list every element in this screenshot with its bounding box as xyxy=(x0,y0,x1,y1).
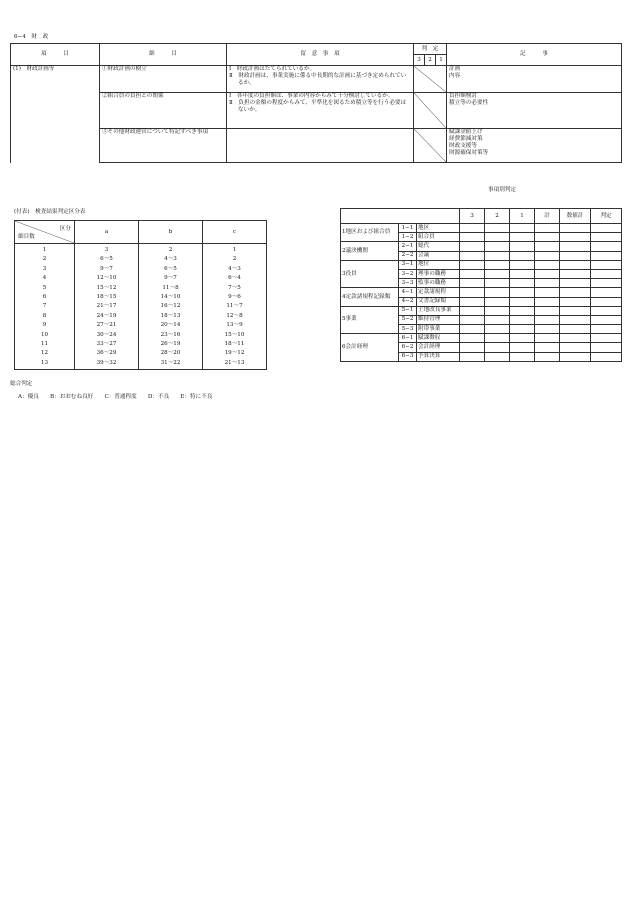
range-cell: 2 xyxy=(139,244,203,257)
category-item-number: 3−2 xyxy=(399,269,417,278)
header-j2: 2 xyxy=(425,55,436,66)
range-cell: 9〜7 xyxy=(139,275,203,284)
table-row xyxy=(15,313,267,322)
category-item-number: 3−1 xyxy=(399,260,417,269)
score-cell[interactable] xyxy=(460,279,485,288)
category-item-label: 維持管理 xyxy=(417,315,460,324)
col-header-c: c xyxy=(203,221,267,244)
score-cell[interactable] xyxy=(535,343,560,352)
score-cell[interactable] xyxy=(510,269,535,278)
table-row xyxy=(15,341,267,350)
category-item-label: 理事の職務 xyxy=(417,269,460,278)
category-group-name: 5事業 xyxy=(341,306,399,334)
range-cell: 2 xyxy=(203,256,267,265)
row-count-cell: 6 xyxy=(15,294,75,303)
overall-judgment-legend: A：優良 B：おおむね良好 C：普通程度 D：不良 E：特に不良 xyxy=(18,394,213,400)
note-line: 計画 xyxy=(449,66,461,72)
item-financial-plan: (1) 財政計画等 xyxy=(11,66,100,163)
col-header-a: a xyxy=(75,221,139,244)
note-line: 積立等の必要性 xyxy=(449,99,489,106)
table-row xyxy=(15,360,267,370)
range-cell: 6〜4 xyxy=(203,275,267,284)
table-row xyxy=(15,275,267,284)
category-item-label: 監事の職務 xyxy=(417,279,460,288)
score-cell[interactable] xyxy=(591,288,622,297)
category-item-number: 1−2 xyxy=(399,233,417,242)
range-cell: 24〜19 xyxy=(75,313,139,322)
row-count-cell: 4 xyxy=(15,275,75,284)
range-cell: 4〜3 xyxy=(203,266,267,275)
col-header-b: b xyxy=(139,221,203,244)
row-count-cell: 8 xyxy=(15,313,75,322)
score-cell[interactable] xyxy=(510,334,535,343)
row-count-cell: 7 xyxy=(15,303,75,312)
category-header: 計 xyxy=(535,209,560,224)
note-line: 内容 xyxy=(449,72,461,79)
range-cell: 1 xyxy=(203,244,267,257)
notes-cell xyxy=(447,93,622,129)
score-cell[interactable] xyxy=(485,233,510,242)
detail-cell: ②組合員の負担との関係 xyxy=(100,93,227,129)
judgment-cell[interactable] xyxy=(414,93,447,129)
score-cell[interactable] xyxy=(460,260,485,269)
score-cell[interactable] xyxy=(460,288,485,297)
header-judgment: 判 定 xyxy=(414,44,447,55)
point-line: Ⅱ 負担の金額の程度からみて、平準化を図るため積立等を行う必要はないか。 xyxy=(229,99,407,113)
category-item-label: 地位 xyxy=(417,260,460,269)
score-cell[interactable] xyxy=(560,288,591,297)
category-item-label: 総代 xyxy=(417,242,460,251)
score-cell[interactable] xyxy=(560,242,591,251)
score-cell[interactable] xyxy=(460,306,485,315)
header-j1: 1 xyxy=(436,55,447,66)
overall-judgment-title: 総合判定 xyxy=(10,381,33,387)
score-cell[interactable] xyxy=(510,315,535,324)
range-cell: 6〜5 xyxy=(75,256,139,265)
range-cell: 12〜8 xyxy=(203,313,267,322)
score-cell[interactable] xyxy=(535,242,560,251)
category-item-label: 賦課徴収 xyxy=(417,334,460,343)
category-header: 数値計 xyxy=(560,209,591,224)
corner-cell xyxy=(15,221,75,244)
range-cell: 14〜10 xyxy=(139,294,203,303)
range-cell: 19〜12 xyxy=(203,350,267,359)
score-cell[interactable] xyxy=(460,242,485,251)
score-cell[interactable] xyxy=(591,315,622,324)
row-count-cell: 10 xyxy=(15,332,75,341)
score-cell[interactable] xyxy=(591,325,622,334)
score-cell[interactable] xyxy=(460,325,485,334)
score-cell[interactable] xyxy=(510,306,535,315)
header-j3: 3 xyxy=(414,55,425,66)
score-cell[interactable] xyxy=(560,343,591,352)
score-cell[interactable] xyxy=(591,233,622,242)
category-item-label: 土地改良事業 xyxy=(417,306,460,315)
category-row xyxy=(341,288,622,297)
range-cell: 9〜7 xyxy=(75,266,139,275)
score-cell[interactable] xyxy=(510,343,535,352)
score-cell[interactable] xyxy=(535,251,560,260)
score-cell[interactable] xyxy=(535,306,560,315)
category-item-number: 4−2 xyxy=(399,297,417,306)
category-judgment-title: 事項別判定 xyxy=(488,187,516,193)
header-item: 項 目 xyxy=(11,44,100,66)
judgment-cell[interactable] xyxy=(414,129,447,163)
score-cell[interactable] xyxy=(510,297,535,306)
range-cell: 28〜20 xyxy=(139,350,203,359)
score-cell[interactable] xyxy=(535,352,560,361)
score-cell[interactable] xyxy=(560,251,591,260)
range-cell: 13〜9 xyxy=(203,322,267,331)
range-cell: 20〜14 xyxy=(139,322,203,331)
score-cell[interactable] xyxy=(510,242,535,251)
score-cell[interactable] xyxy=(510,288,535,297)
score-cell[interactable] xyxy=(485,343,510,352)
score-cell[interactable] xyxy=(460,343,485,352)
point-line: Ⅰ 財政計画はたてられているか。 xyxy=(229,66,316,72)
header-notes: 記 事 xyxy=(447,44,622,66)
score-cell[interactable] xyxy=(510,279,535,288)
score-cell[interactable] xyxy=(591,251,622,260)
category-item-label: 会議 xyxy=(417,251,460,260)
score-cell[interactable] xyxy=(535,269,560,278)
category-header: 2 xyxy=(485,209,510,224)
score-cell[interactable] xyxy=(591,297,622,306)
points-cell xyxy=(227,129,414,163)
score-cell[interactable] xyxy=(460,224,485,233)
score-cell[interactable] xyxy=(485,242,510,251)
range-cell: 7〜5 xyxy=(203,285,267,294)
range-cell: 6〜5 xyxy=(139,266,203,275)
section-title: 6−4 財 政 xyxy=(14,34,49,40)
note-line: 賦課金値上げ xyxy=(449,129,483,135)
row-count-cell: 1 xyxy=(15,244,75,257)
category-row xyxy=(341,306,622,315)
range-cell: 30〜24 xyxy=(75,332,139,341)
range-cell: 3 xyxy=(75,244,139,257)
range-cell: 26〜19 xyxy=(139,341,203,350)
score-cell[interactable] xyxy=(485,297,510,306)
range-cell: 11〜7 xyxy=(203,303,267,312)
score-cell[interactable] xyxy=(460,297,485,306)
category-judgment-table xyxy=(340,208,622,362)
header-detail: 細 目 xyxy=(100,44,227,66)
note-line: 経費節減対策 xyxy=(449,135,483,142)
range-cell: 4〜3 xyxy=(139,256,203,265)
range-cell: 15〜10 xyxy=(203,332,267,341)
range-cell: 21〜13 xyxy=(203,360,267,370)
score-cell[interactable] xyxy=(535,325,560,334)
row-count-cell: 11 xyxy=(15,341,75,350)
score-cell[interactable] xyxy=(510,260,535,269)
judgment-classification-table xyxy=(14,220,267,370)
score-cell[interactable] xyxy=(485,315,510,324)
notes-cell xyxy=(447,66,622,93)
point-line: Ⅱ 財政計画は、事業実施に係る中長期的な計画に基づき定められているか。 xyxy=(229,72,407,86)
score-cell[interactable] xyxy=(591,242,622,251)
score-cell[interactable] xyxy=(591,352,622,361)
range-cell: 36〜29 xyxy=(75,350,139,359)
score-cell[interactable] xyxy=(560,297,591,306)
category-row xyxy=(341,242,622,251)
score-cell[interactable] xyxy=(460,352,485,361)
category-group-name: 3役員 xyxy=(341,260,399,288)
score-cell[interactable] xyxy=(560,352,591,361)
score-cell[interactable] xyxy=(485,352,510,361)
category-group-name: 2議決機関 xyxy=(341,242,399,260)
range-cell: 23〜16 xyxy=(139,332,203,341)
score-cell[interactable] xyxy=(591,224,622,233)
range-cell: 16〜12 xyxy=(139,303,203,312)
table-row xyxy=(15,303,267,312)
notes-cell xyxy=(447,129,622,163)
category-item-number: 2−2 xyxy=(399,251,417,260)
category-group-name: 6会計経理 xyxy=(341,334,399,362)
score-cell[interactable] xyxy=(535,260,560,269)
point-line: Ⅰ 各年度の負担額は、事業の内容からみて十分検討しているか。 xyxy=(229,93,394,99)
score-cell[interactable] xyxy=(591,334,622,343)
finance-checklist-table xyxy=(10,43,622,163)
category-item-label: 文書記録類 xyxy=(417,297,460,306)
score-cell[interactable] xyxy=(560,279,591,288)
corner-label-count: 細目数 xyxy=(18,234,35,241)
score-cell[interactable] xyxy=(535,279,560,288)
note-line: 財政支援等 xyxy=(449,142,477,149)
score-cell[interactable] xyxy=(485,325,510,334)
row-count-cell: 3 xyxy=(15,266,75,275)
row-count-cell: 2 xyxy=(15,256,75,265)
score-cell[interactable] xyxy=(591,306,622,315)
row-count-cell: 9 xyxy=(15,322,75,331)
note-line: 財源確保対策等 xyxy=(449,149,489,156)
score-cell[interactable] xyxy=(485,279,510,288)
table-row xyxy=(15,266,267,275)
row-count-cell: 13 xyxy=(15,360,75,370)
score-cell[interactable] xyxy=(460,334,485,343)
category-row xyxy=(341,260,622,269)
detail-cell: ①財政計画の樹立 xyxy=(100,66,227,93)
points-cell xyxy=(227,93,414,129)
score-cell[interactable] xyxy=(485,251,510,260)
table-row xyxy=(15,256,267,265)
score-cell[interactable] xyxy=(510,224,535,233)
table-row xyxy=(15,322,267,331)
category-item-label: 附帯事業 xyxy=(417,325,460,334)
range-cell: 33〜27 xyxy=(75,341,139,350)
score-cell[interactable] xyxy=(535,315,560,324)
category-header: 1 xyxy=(510,209,535,224)
category-item-number: 3−3 xyxy=(399,279,417,288)
header-points: 留 意 事 項 xyxy=(227,44,414,66)
range-cell: 18〜15 xyxy=(75,294,139,303)
score-cell[interactable] xyxy=(460,315,485,324)
category-item-label: 予算決算 xyxy=(417,352,460,361)
points-cell xyxy=(227,66,414,93)
score-cell[interactable] xyxy=(535,334,560,343)
category-item-label: 組合員 xyxy=(417,233,460,242)
category-header: 3 xyxy=(460,209,485,224)
score-cell[interactable] xyxy=(485,224,510,233)
category-row xyxy=(341,224,622,233)
table-row xyxy=(15,332,267,341)
category-item-number: 5−2 xyxy=(399,315,417,324)
score-cell[interactable] xyxy=(485,288,510,297)
category-item-number: 6−2 xyxy=(399,343,417,352)
score-cell[interactable] xyxy=(485,260,510,269)
category-item-label: 会計経理 xyxy=(417,343,460,352)
score-cell[interactable] xyxy=(460,251,485,260)
note-line: 負担額検討 xyxy=(449,93,477,99)
category-header-blank xyxy=(341,209,460,224)
score-cell[interactable] xyxy=(510,325,535,334)
table-row xyxy=(15,244,267,257)
range-cell: 9〜6 xyxy=(203,294,267,303)
range-cell: 18〜11 xyxy=(203,341,267,350)
table-row xyxy=(15,350,267,359)
score-cell[interactable] xyxy=(560,260,591,269)
category-item-number: 5−1 xyxy=(399,306,417,315)
row-count-cell: 12 xyxy=(15,350,75,359)
table-row xyxy=(15,285,267,294)
score-cell[interactable] xyxy=(560,269,591,278)
range-cell: 31〜22 xyxy=(139,360,203,370)
category-item-number: 6−3 xyxy=(399,352,417,361)
score-cell[interactable] xyxy=(485,334,510,343)
detail-cell: ③その他財政運営について特記すべき事項 xyxy=(100,129,227,163)
score-cell[interactable] xyxy=(535,233,560,242)
category-item-number: 6−1 xyxy=(399,334,417,343)
corner-label-category: 区分 xyxy=(59,226,71,232)
category-header: 判定 xyxy=(591,209,622,224)
range-cell: 27〜21 xyxy=(75,322,139,331)
score-cell[interactable] xyxy=(591,279,622,288)
score-cell[interactable] xyxy=(460,233,485,242)
score-cell[interactable] xyxy=(535,297,560,306)
row-count-cell: 5 xyxy=(15,285,75,294)
category-item-label: 定款諸規程 xyxy=(417,288,460,297)
range-cell: 39〜32 xyxy=(75,360,139,370)
range-cell: 18〜13 xyxy=(139,313,203,322)
score-cell[interactable] xyxy=(560,334,591,343)
score-cell[interactable] xyxy=(510,251,535,260)
category-group-name: 4定款諸規程記録類 xyxy=(341,288,399,306)
score-cell[interactable] xyxy=(591,269,622,278)
category-item-number: 4−1 xyxy=(399,288,417,297)
table-row xyxy=(15,294,267,303)
range-cell: 12〜10 xyxy=(75,275,139,284)
category-item-label: 地区 xyxy=(417,224,460,233)
score-cell[interactable] xyxy=(560,306,591,315)
category-group-name: 1地区および組合員 xyxy=(341,224,399,242)
appendix-title: (付表) 検査結果判定区分表 xyxy=(14,209,86,215)
score-cell[interactable] xyxy=(560,315,591,324)
score-cell[interactable] xyxy=(560,233,591,242)
category-item-number: 1−1 xyxy=(399,224,417,233)
judgment-cell[interactable] xyxy=(414,66,447,93)
range-cell: 21〜17 xyxy=(75,303,139,312)
score-cell[interactable] xyxy=(460,269,485,278)
score-cell[interactable] xyxy=(535,288,560,297)
score-cell[interactable] xyxy=(535,224,560,233)
range-cell: 15〜12 xyxy=(75,285,139,294)
score-cell[interactable] xyxy=(560,224,591,233)
score-cell[interactable] xyxy=(560,325,591,334)
score-cell[interactable] xyxy=(591,343,622,352)
category-item-number: 2−1 xyxy=(399,242,417,251)
score-cell[interactable] xyxy=(485,306,510,315)
range-cell: 11〜8 xyxy=(139,285,203,294)
score-cell[interactable] xyxy=(591,260,622,269)
score-cell[interactable] xyxy=(510,352,535,361)
category-item-number: 5−3 xyxy=(399,325,417,334)
score-cell[interactable] xyxy=(510,233,535,242)
category-row xyxy=(341,334,622,343)
score-cell[interactable] xyxy=(485,269,510,278)
